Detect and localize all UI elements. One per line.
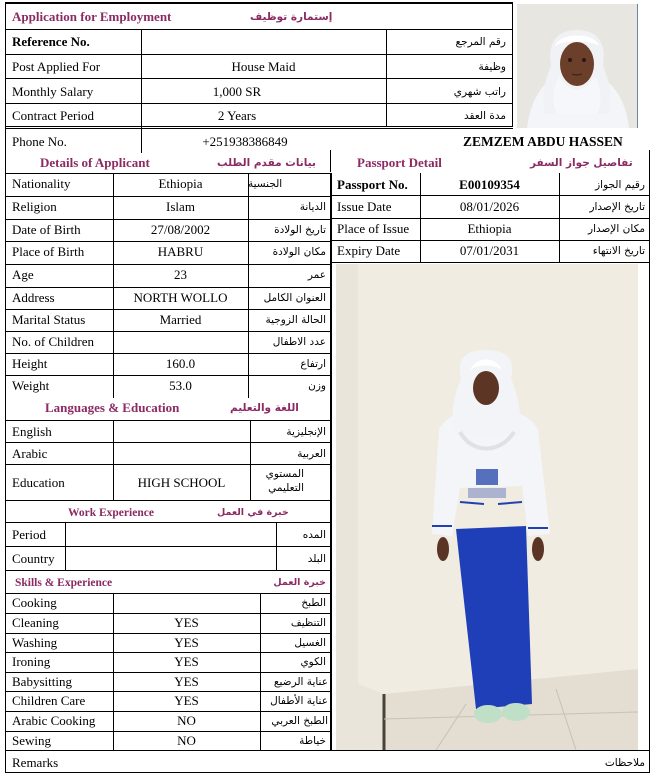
weight-label-ar: وزن bbox=[308, 380, 326, 392]
washing-label: Washing bbox=[12, 635, 58, 650]
row-divider bbox=[5, 442, 331, 443]
row-divider bbox=[5, 464, 331, 465]
marital-status-value: Married bbox=[159, 312, 202, 327]
monthly-salary-label-ar: راتب شهري bbox=[453, 86, 506, 98]
monthly-salary-label: Monthly Salary bbox=[12, 84, 94, 99]
full-body-photo bbox=[336, 264, 638, 750]
address-value: NORTH WOLLO bbox=[133, 290, 228, 305]
babysitting-value: YES bbox=[174, 674, 199, 689]
skills-title: Skills & Experience bbox=[15, 577, 113, 589]
weight-value: 53.0 bbox=[169, 378, 192, 393]
babysitting-label-ar: عناية الرضيع bbox=[273, 676, 328, 688]
issue-date-value: 08/01/2026 bbox=[459, 199, 520, 214]
pob-label: Place of Birth bbox=[12, 244, 85, 259]
form-title-ar: إستمارة توظيف bbox=[250, 11, 333, 23]
row-divider bbox=[5, 691, 331, 692]
remarks-label: Remarks bbox=[12, 755, 59, 770]
details-title-ar: بيانات مقدم الطلب bbox=[217, 157, 316, 169]
children-care-value: YES bbox=[174, 693, 199, 708]
period-label-ar: المده bbox=[302, 529, 326, 541]
passport-no-label-ar: رقيم الجواز bbox=[595, 179, 645, 191]
lang-col2 bbox=[250, 420, 251, 500]
row-divider bbox=[5, 570, 331, 571]
cleaning-label-ar: التنظيف bbox=[290, 617, 326, 629]
details-col2 bbox=[248, 173, 249, 398]
religion-label: Religion bbox=[12, 199, 57, 214]
religion-label-ar: الديانة bbox=[299, 201, 326, 213]
issue-date-label-ar: تاريخ الإصدار bbox=[589, 201, 645, 213]
marital-status-label: Marital Status bbox=[12, 312, 86, 327]
babysitting-label: Babysitting bbox=[12, 674, 72, 689]
education-value: HIGH SCHOOL bbox=[137, 475, 226, 490]
washing-value: YES bbox=[174, 635, 199, 650]
left-border bbox=[5, 150, 6, 772]
skills-title-ar: خبرة العمل bbox=[273, 577, 326, 588]
contract-period-value: 2 Years bbox=[217, 108, 257, 123]
arabic-cooking-value: NO bbox=[177, 713, 196, 728]
post-applied-label-ar: وظيفة bbox=[478, 61, 506, 73]
languages-title: Languages & Education bbox=[45, 400, 180, 415]
remarks-right bbox=[649, 750, 650, 773]
nationality-value: Ethiopia bbox=[158, 176, 203, 191]
row-divider bbox=[5, 78, 513, 79]
row-divider bbox=[5, 173, 331, 174]
phone-value: +251938386849 bbox=[202, 134, 288, 149]
dob-label-ar: تاريخ الولادة bbox=[274, 224, 326, 236]
ironing-label-ar: الكوي bbox=[300, 656, 326, 668]
ironing-label: Ironing bbox=[12, 654, 51, 669]
address-label-ar: العنوان الكامل bbox=[263, 292, 326, 304]
contract-period-label-ar: مدة العقد bbox=[464, 110, 506, 122]
contract-period-label: Contract Period bbox=[12, 108, 94, 123]
row-divider bbox=[5, 196, 331, 197]
sewing-label: Sewing bbox=[12, 733, 51, 748]
expiry-date-label: Expiry Date bbox=[337, 243, 401, 258]
row-divider bbox=[5, 731, 331, 732]
row-divider bbox=[5, 375, 331, 376]
age-label-ar: عمر bbox=[307, 269, 326, 281]
row-divider bbox=[5, 633, 331, 634]
top-border bbox=[5, 2, 513, 4]
passport-no-label: Passport No. bbox=[337, 177, 408, 192]
nationality-label: Nationality bbox=[12, 176, 71, 191]
expiry-date-label-ar: تاريخ الانتهاء bbox=[592, 245, 645, 257]
row-divider bbox=[5, 287, 331, 288]
issue-date-label: Issue Date bbox=[337, 199, 392, 214]
title-right-border bbox=[512, 2, 513, 30]
work-title-ar: خبرة في العمل bbox=[217, 507, 289, 518]
row-divider bbox=[5, 546, 331, 547]
children-label: No. of Children bbox=[12, 334, 94, 349]
row-divider bbox=[5, 264, 331, 265]
children-label-ar: عدد الاطفال bbox=[272, 336, 326, 348]
row-divider bbox=[5, 331, 331, 332]
row-divider bbox=[5, 103, 513, 104]
title-divider bbox=[5, 29, 513, 30]
row-divider bbox=[331, 262, 650, 263]
height-value: 160.0 bbox=[165, 356, 196, 371]
ironing-value: YES bbox=[174, 654, 199, 669]
cleaning-value: YES bbox=[174, 615, 199, 630]
height-label: Height bbox=[12, 356, 48, 371]
marital-status-label-ar: الحالة الزوجية bbox=[265, 314, 326, 326]
row-divider bbox=[331, 240, 650, 241]
place-of-issue-label-ar: مكان الإصدار bbox=[588, 223, 645, 235]
country-label-ar: البلد bbox=[307, 553, 326, 565]
height-label-ar: ارتفاع bbox=[300, 358, 326, 370]
education-label: Education bbox=[12, 475, 65, 490]
row-divider bbox=[5, 241, 331, 242]
row-divider bbox=[5, 522, 331, 523]
children-care-label: Children Care bbox=[12, 693, 86, 708]
languages-title-ar: اللغة والتعليم bbox=[230, 402, 299, 414]
sewing-value: NO bbox=[177, 733, 196, 748]
reference-no-label-ar: رقم المرجع bbox=[455, 36, 506, 48]
cleaning-label: Cleaning bbox=[12, 615, 59, 630]
country-label: Country bbox=[12, 551, 55, 566]
arabic-cooking-label: Arabic Cooking bbox=[12, 713, 96, 728]
english-label-ar: الإنجليزية bbox=[286, 426, 326, 438]
row-divider bbox=[5, 711, 331, 712]
age-value: 23 bbox=[174, 267, 187, 282]
row-divider bbox=[5, 672, 331, 673]
sewing-label-ar: خياطة bbox=[299, 735, 326, 747]
passport-title: Passport Detail bbox=[357, 155, 442, 170]
details-title: Details of Applicant bbox=[40, 155, 150, 170]
row-divider bbox=[5, 420, 331, 421]
passport-no-value: E00109354 bbox=[459, 177, 520, 192]
pob-value: HABRU bbox=[157, 244, 204, 259]
cooking-label-ar: الطبخ bbox=[301, 597, 326, 609]
remarks-top-border bbox=[5, 750, 650, 751]
row-divider bbox=[5, 126, 513, 127]
passport-left-border bbox=[331, 173, 332, 751]
row-divider bbox=[5, 613, 331, 614]
nationality-label-ar: الجنسية bbox=[248, 178, 283, 190]
row-divider bbox=[5, 652, 331, 653]
row-divider bbox=[5, 500, 331, 501]
portrait-frame-right bbox=[637, 4, 638, 128]
row-divider bbox=[331, 195, 650, 196]
dob-label: Date of Birth bbox=[12, 222, 81, 237]
section-divider bbox=[330, 150, 331, 172]
row-divider bbox=[5, 353, 331, 354]
monthly-salary-value: 1,000 SR bbox=[212, 84, 262, 99]
address-label: Address bbox=[12, 290, 55, 305]
arabic-cooking-label-ar: الطبخ العربي bbox=[271, 715, 328, 727]
applicant-name: ZEMZEM ABDU HASSEN bbox=[463, 134, 623, 149]
row-divider bbox=[5, 309, 331, 310]
reference-no-label: Reference No. bbox=[12, 34, 90, 49]
weight-label: Weight bbox=[12, 378, 50, 393]
place-of-issue-value: Ethiopia bbox=[467, 221, 512, 236]
english-label: English bbox=[12, 424, 52, 439]
remarks-left bbox=[5, 750, 6, 773]
form-title: Application for Employment bbox=[12, 9, 172, 24]
row-divider bbox=[5, 593, 331, 594]
portrait-photo-image bbox=[517, 4, 637, 128]
washing-label-ar: الغسيل bbox=[294, 637, 326, 649]
row-divider-double bbox=[5, 128, 513, 129]
row-divider bbox=[5, 54, 513, 55]
remarks-bottom-border bbox=[5, 772, 650, 773]
arabic-label-ar: العربية bbox=[297, 448, 326, 460]
remarks-label-ar: ملاحظات bbox=[604, 757, 645, 769]
row-divider bbox=[331, 218, 650, 219]
cooking-label: Cooking bbox=[12, 595, 57, 610]
portrait-photo bbox=[517, 4, 637, 128]
arabic-label: Arabic bbox=[12, 446, 48, 461]
expiry-date-value: 07/01/2031 bbox=[459, 243, 520, 258]
left-border-top bbox=[5, 2, 6, 152]
row-divider bbox=[5, 219, 331, 220]
dob-value: 27/08/2002 bbox=[150, 222, 211, 237]
phone-label: Phone No. bbox=[12, 134, 67, 149]
age-label: Age bbox=[12, 267, 34, 282]
work-title: Work Experience bbox=[68, 507, 154, 519]
education-label-ar: المستوي التعليمي bbox=[265, 468, 304, 494]
post-applied-label: Post Applied For bbox=[12, 59, 101, 74]
children-care-label-ar: عناية الأطفال bbox=[270, 695, 328, 707]
pob-label-ar: مكان الولادة bbox=[272, 246, 326, 258]
religion-value: Islam bbox=[166, 199, 195, 214]
passport-title-ar: تفاصيل جواز السفر bbox=[530, 157, 633, 169]
period-label: Period bbox=[12, 527, 46, 542]
full-body-photo-image bbox=[336, 264, 638, 750]
place-of-issue-label: Place of Issue bbox=[337, 221, 410, 236]
post-applied-value: House Maid bbox=[231, 59, 296, 74]
